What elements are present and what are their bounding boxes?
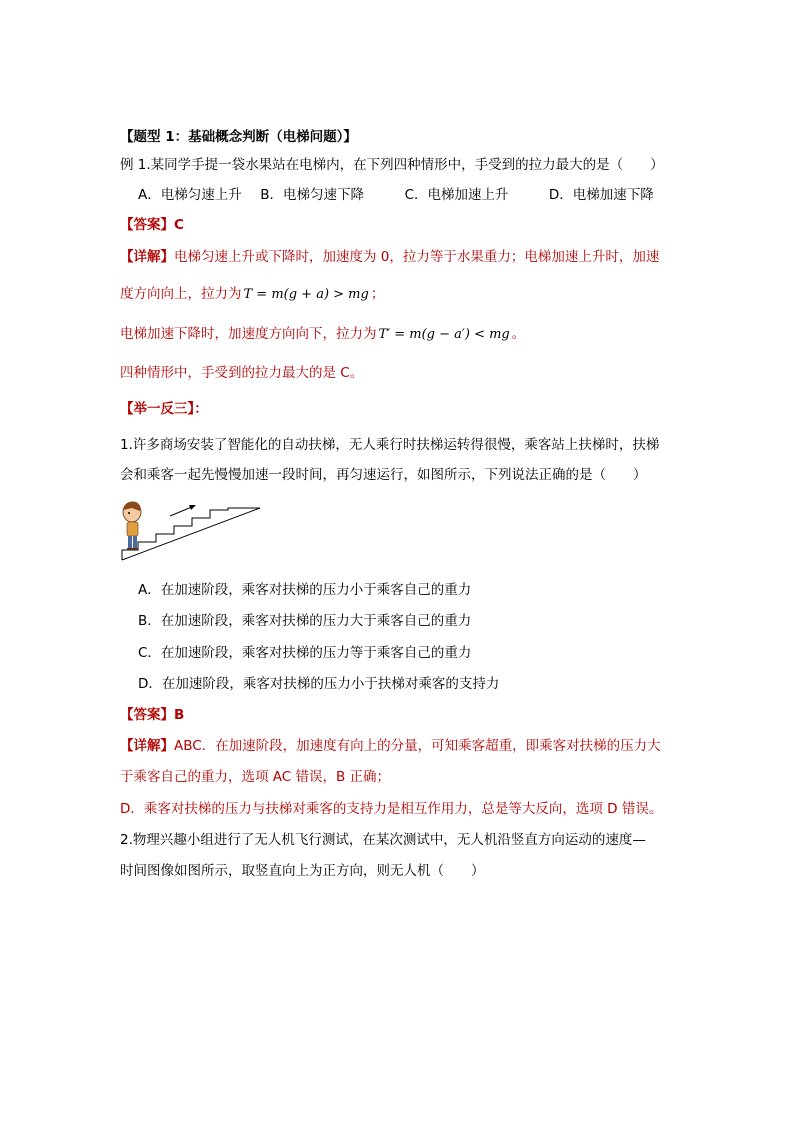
example1-option-c: C．电梯加速上升 xyxy=(404,187,509,203)
example1-option-a: A．电梯匀速上升 xyxy=(138,187,242,203)
arrow-icon xyxy=(170,505,196,516)
question1-answer xyxy=(120,706,184,724)
detail-text: 。 xyxy=(511,326,526,342)
question2-line2: 时间图像如图所示，取竖直向上为正方向，则无人机（ ） xyxy=(120,863,485,879)
answer-value: C xyxy=(174,217,184,233)
example1-question: 例 1.某同学手提一袋水果站在电梯内，在下列四种情形中，手受到的拉力最大的是（ ） xyxy=(120,157,664,173)
detail-text: 电梯匀速上升或下降时，加速度为 0，拉力等于水果重力；电梯加速上升时，加速 xyxy=(174,249,660,265)
question1-detail-line1 xyxy=(120,737,661,755)
example1-detail-line4: 四种情形中，手受到的拉力最大的是 C。 xyxy=(120,365,364,381)
escalator-figure xyxy=(118,500,268,562)
question1-line2: 会和乘客一起先慢慢加速一段时间，再匀速运行，如图所示，下列说法正确的是（ ） xyxy=(120,467,647,483)
detail-label: 【详解】 xyxy=(120,249,174,265)
practice-title: 【举一反三】： xyxy=(120,401,208,417)
question1-option-b: B．在加速阶段，乘客对扶梯的压力大于乘客自己的重力 xyxy=(138,613,472,629)
example1-answer xyxy=(120,216,184,234)
answer-value: B xyxy=(174,707,185,723)
question2-line1: 2.物理兴趣小组进行了无人机飞行测试，在某次测试中，无人机沿竖直方向运动的速度— xyxy=(120,832,646,848)
detail-text: ； xyxy=(370,286,385,302)
formula-tension-up: T = m(g + a) > mg xyxy=(243,287,369,302)
example1-detail-line1 xyxy=(120,248,659,266)
example1-option-d: D．电梯加速下降 xyxy=(548,187,654,203)
section-title: 【题型 1：基础概念判断（电梯问题）】 xyxy=(120,129,357,145)
question1-option-c: C．在加速阶段，乘客对扶梯的压力等于乘客自己的重力 xyxy=(138,645,472,661)
question1-detail-line3: D．乘客对扶梯的压力与扶梯对乘客的支持力是相互作用力，总是等大反向，选项 D 错误。 xyxy=(120,801,663,817)
question1-line1: 1.许多商场安装了智能化的自动扶梯，无人乘行时扶梯运转得很慢，乘客站上扶梯时，扶梯 xyxy=(120,437,660,453)
detail-label: 【详解】 xyxy=(120,738,174,754)
answer-label: 【答案】 xyxy=(120,707,174,723)
example1-detail-line2 xyxy=(120,285,384,304)
escalator-steps xyxy=(122,508,260,560)
formula-tension-down: T′ = m(g − a′) < mg xyxy=(378,327,510,342)
answer-label: 【答案】 xyxy=(120,217,174,233)
question1-detail-line2: 于乘客自己的重力，选项 AC 错误，B 正确； xyxy=(120,769,391,785)
question1-option-d: D．在加速阶段，乘客对扶梯的压力小于扶梯对乘客的支持力 xyxy=(138,676,500,692)
detail-text: ABC．在加速阶段，加速度有向上的分量，可知乘客超重，即乘客对扶梯的压力大 xyxy=(174,738,661,754)
example1-option-b: B．电梯匀速下降 xyxy=(260,187,365,203)
detail-text: 度方向向上，拉力为 xyxy=(120,286,242,302)
detail-text: 电梯加速下降时，加速度方向向下，拉力为 xyxy=(120,326,377,342)
example1-detail-line3 xyxy=(120,325,525,344)
question1-option-a: A．在加速阶段，乘客对扶梯的压力小于乘客自己的重力 xyxy=(138,582,472,598)
example1-options xyxy=(138,186,654,204)
